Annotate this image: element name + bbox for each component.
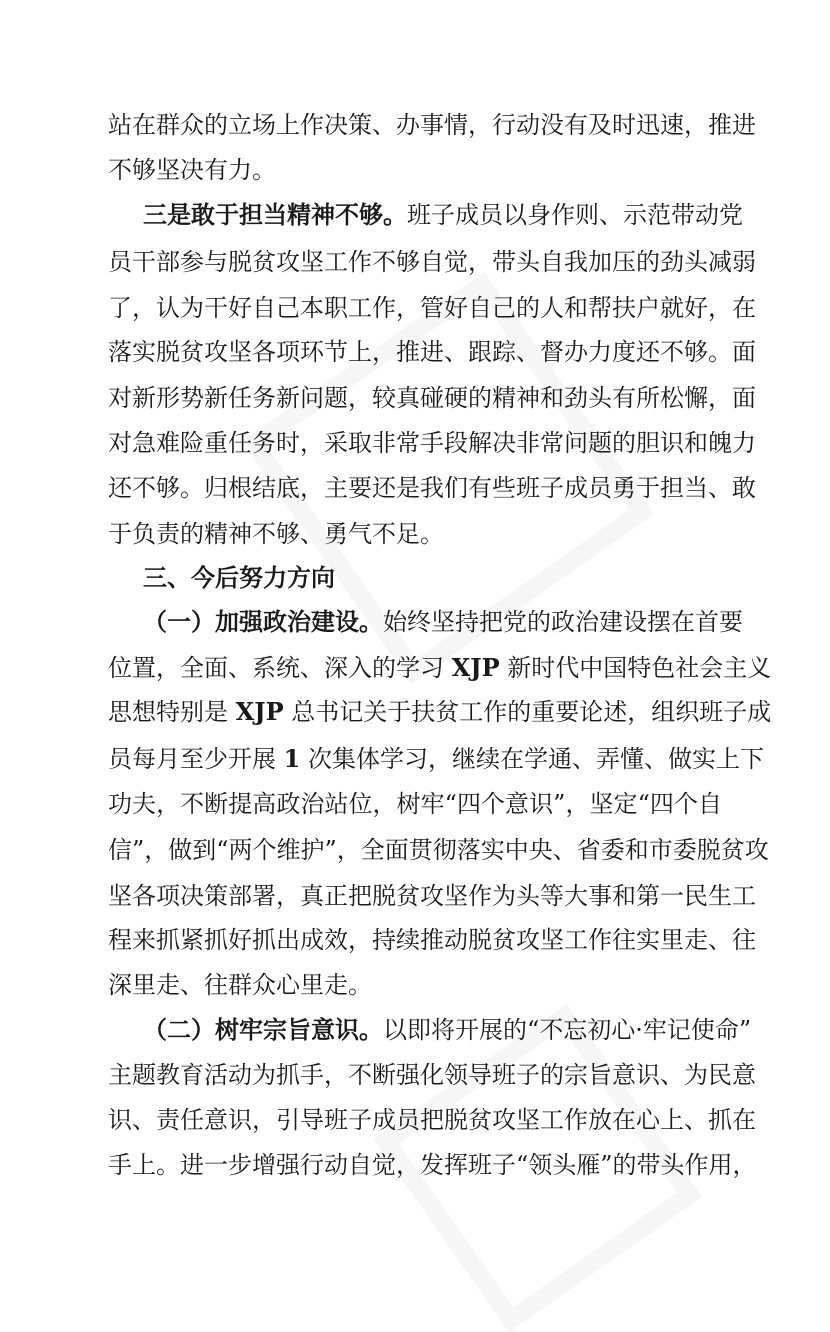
- body-text: 班子成员以身作则、示范带动党: [407, 201, 743, 229]
- text-line: [108, 787, 722, 821]
- text-line: [108, 335, 756, 369]
- text-line: [108, 1148, 757, 1182]
- text-line: [108, 471, 756, 505]
- text-line: [108, 153, 722, 187]
- body-text: 于负责的精神不够、勇气不足。: [108, 520, 444, 548]
- bold-text: 三、今后努力方向: [143, 563, 335, 592]
- text-line: [108, 108, 756, 142]
- bold-text: （一）加强政治建设。: [143, 607, 383, 636]
- text-line: [108, 651, 772, 685]
- body-text: 以即将开展的“不忘初心·牢记使命”: [383, 1016, 752, 1044]
- body-text: 次集体学习，继续在学通、弄懂、做实上下: [300, 745, 764, 773]
- text-line: [108, 1013, 752, 1047]
- text-line: [108, 291, 756, 325]
- text-line: [108, 426, 756, 460]
- bold-text: 1: [283, 744, 301, 773]
- body-text: 了，认为干好自己本职工作，管好自己的人和帮扶户就好，在: [108, 294, 756, 322]
- text-line: [108, 605, 743, 639]
- bold-text: XJP: [235, 697, 284, 726]
- body-text: 程来抓紧抓好抓出成效，持续推动脱贫攻坚工作往实里走、往: [108, 926, 756, 954]
- body-text: 深里走、往群众心里走。: [108, 971, 372, 999]
- text-line: [108, 968, 722, 1002]
- body-text: 落实脱贫攻坚各项环节上，推进、跟踪、督办力度还不够。面: [108, 338, 756, 366]
- body-text: 思想特别是: [108, 698, 236, 726]
- text-line: [108, 695, 772, 729]
- body-text: 员干部参与脱贫攻坚工作不够自觉，带头自我加压的劲头减弱: [108, 248, 756, 276]
- text-line: [108, 879, 756, 913]
- text-line: [108, 245, 756, 279]
- text-line: [108, 1103, 756, 1137]
- bold-text: 三是敢于担当精神不够。: [143, 200, 407, 229]
- text-line: [108, 742, 764, 776]
- text-line: [108, 923, 756, 957]
- body-text: 手上。进一步增强行动自觉，发挥班子“领头雁”的带头作用，: [108, 1151, 757, 1179]
- body-text: 不够坚决有力。: [108, 156, 276, 184]
- bold-text: （二）树牢宗旨意识。: [143, 1015, 383, 1044]
- text-line: [108, 198, 743, 232]
- body-text: 还不够。归根结底，主要还是我们有些班子成员勇于担当、敢: [108, 474, 756, 502]
- body-text: 站在群众的立场上作决策、办事情，行动没有及时迅速，推进: [108, 111, 756, 139]
- text-line: [108, 381, 756, 415]
- body-text: 对新形势新任务新问题，较真碰硬的精神和劲头有所松懈，面: [108, 384, 756, 412]
- body-text: 新时代中国特色社会主义: [499, 654, 772, 682]
- body-text: 信”，做到“两个维护”，全面贯彻落实中央、省委和市委脱贫攻: [108, 836, 769, 864]
- text-line: [108, 833, 769, 867]
- bold-text: XJP: [451, 653, 500, 682]
- body-text: 始终坚持把党的政治建设摆在首要: [383, 608, 743, 636]
- text-line: [108, 1058, 756, 1092]
- text-line: [108, 517, 722, 551]
- body-text: 对急难险重任务时，采取非常手段解决非常问题的胆识和魄力: [108, 429, 756, 457]
- body-text: 位置，全面、系统、深入的学习: [108, 654, 452, 682]
- body-text: 员每月至少开展: [108, 745, 284, 773]
- body-text: 总书记关于扶贫工作的重要论述，组织班子成: [283, 698, 772, 726]
- body-text: 识、责任意识，引导班子成员把脱贫攻坚工作放在心上、抓在: [108, 1106, 756, 1134]
- body-text: 主题教育活动为抓手，不断强化领导班子的宗旨意识、为民意: [108, 1061, 756, 1089]
- body-text: 功夫，不断提高政治站位，树牢“四个意识”，坚定“四个自: [108, 790, 722, 818]
- body-text: 坚各项决策部署，真正把脱贫攻坚作为头等大事和第一民生工: [108, 882, 756, 910]
- text-line: [108, 561, 722, 595]
